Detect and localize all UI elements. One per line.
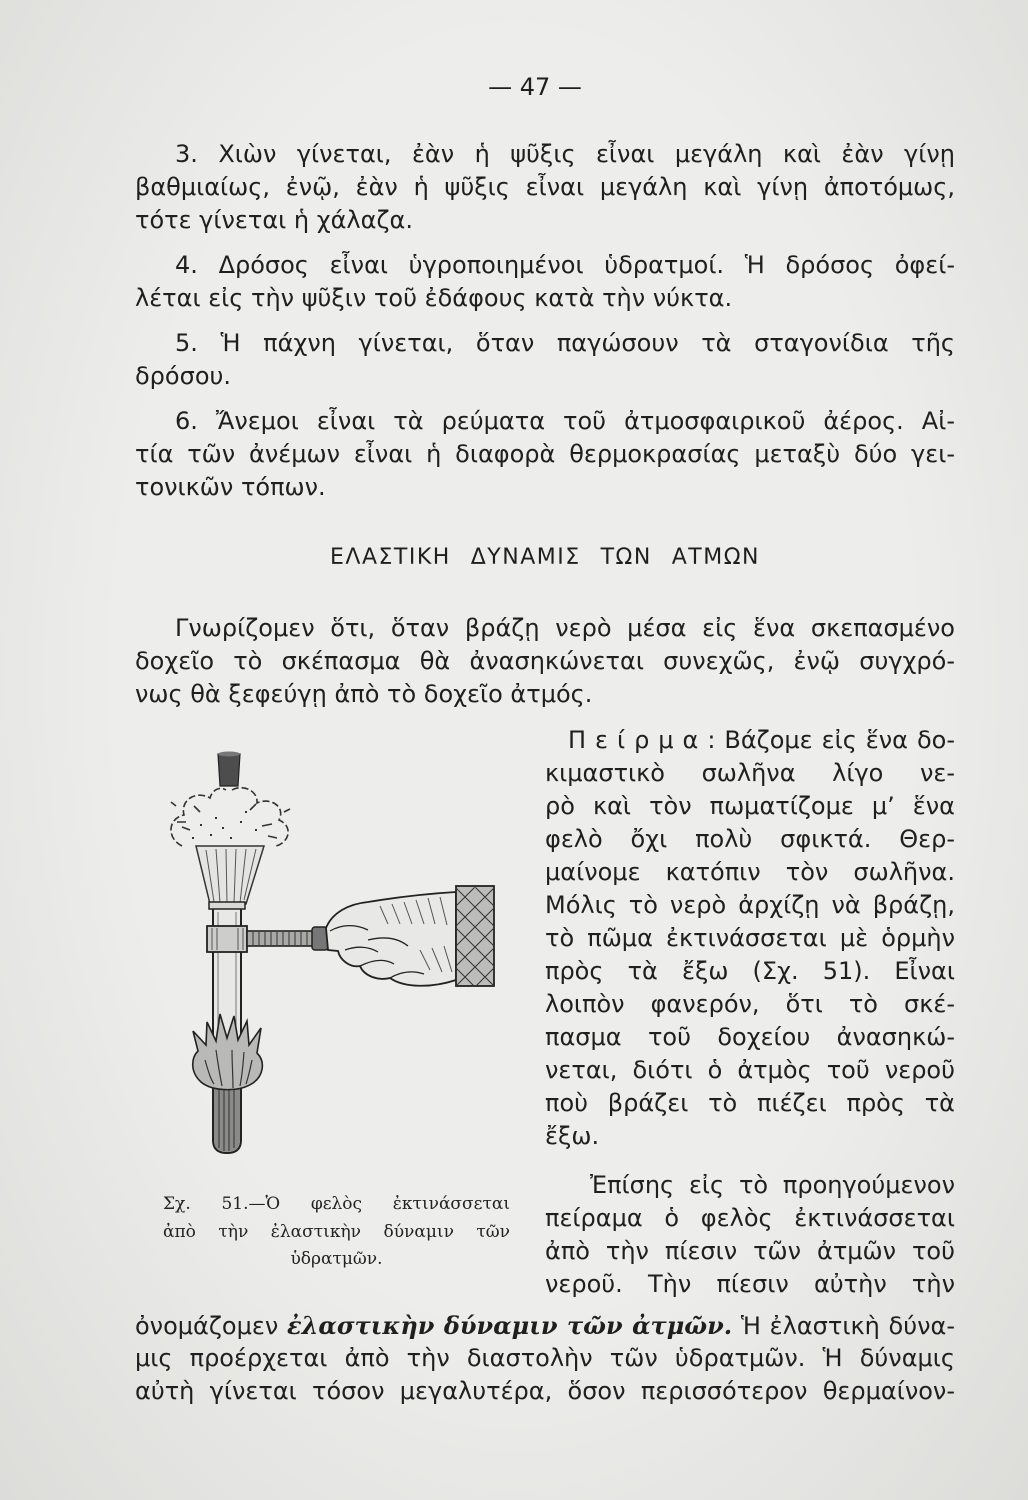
- text-line: τία τῶν ἀνέμων εἶναι ἡ διαφορὰ θερμοκρασίας μεταξὺ δύο γει-: [135, 440, 955, 468]
- text-line: πείραμα ὁ φελὸς ἐκτινάσσεται: [545, 1204, 955, 1232]
- text-line: βαθμιαίως, ἐνῷ, ἐὰν ἡ ψῦξις εἶναι μεγάλη καὶ γίνῃ ἀποτόμως,: [135, 173, 955, 201]
- tube-holder: [207, 926, 328, 952]
- summary-list: [135, 138, 955, 504]
- closing-lead: ὀνομάζομεν: [135, 1312, 279, 1340]
- section-heading-text: ΕΛΑΣΤΙΚΗ ΔΥΝΑΜΙΣ ΤΩΝ ΑΤΜΩΝ: [330, 545, 760, 570]
- paragraph-item-6: [135, 405, 955, 504]
- text-line: ρὸ καὶ τὸν πωματίζομε μ’ ἕνα: [545, 792, 955, 820]
- text-line: ἀπὸ τὴν πίεσιν τῶν ἀτμῶν τοῦ: [545, 1237, 955, 1265]
- text-line: 6. Ἄνεμοι εἶναι τὰ ρεύματα τοῦ ἀτμοσφαιρικοῦ ἀέρος. Αἰ-: [175, 407, 955, 435]
- text-line: κιμαστικὸ σωλῆνα λίγο νε-: [545, 759, 955, 787]
- text-line: μαίνομε κατόπιν τὸν σωλῆνα.: [545, 858, 955, 886]
- caption-line: ὑδρατμῶν.: [290, 1249, 383, 1269]
- text-line: Ἐπίσης εἰς τὸ προηγούμενον: [590, 1171, 955, 1199]
- text-line: [135, 1309, 955, 1342]
- text-line: νως θὰ ξεφεύγῃ ἀπὸ τὸ δοχεῖο ἀτμός.: [135, 680, 593, 708]
- page-number: [435, 71, 635, 104]
- text-line: φελὸ ὄχι πολὺ σφικτά. Θερ-: [545, 825, 955, 853]
- text-line: νεται, διότι ὁ ἀτμὸς τοῦ νεροῦ: [545, 1056, 955, 1084]
- paragraph-item-4: [135, 249, 955, 315]
- cork: [218, 752, 240, 787]
- figure-51-illustration: [150, 740, 510, 1180]
- text-line: δρόσου.: [135, 362, 232, 390]
- steam-cloud: [171, 788, 290, 846]
- caption-line: Σχ. 51.—Ὁ φελὸς ἐκτινάσσεται: [163, 1194, 510, 1214]
- text-line: Γνωρίζομεν ὅτι, ὅταν βράζῃ νερὸ μέσα εἰς ἕνα σκεπασμένο: [175, 614, 955, 642]
- closing-paragraph: [135, 1309, 955, 1408]
- closing-tail: Ἡ ἐλαστικὴ δύνα-: [740, 1312, 956, 1340]
- intro-paragraph: [135, 612, 955, 711]
- steam-column: [196, 846, 264, 904]
- text-line: μις προέρχεται ἀπὸ τὴν διαστολὴν τῶν ὑδρατμῶν. Ἡ δύναμις: [135, 1344, 955, 1372]
- text-line: πασμα τοῦ δοχείου ἀνασηκώ-: [545, 1023, 955, 1051]
- text-line: πρὸς τὰ ἔξω (Σχ. 51). Εἶναι: [545, 957, 955, 985]
- text-line: 5. Ἡ πάχνη γίνεται, ὅταν παγώσουν τὰ σταγονίδια τῆς: [175, 329, 955, 357]
- text-line: Π ε ί ρ μ α : Βάζομε εἰς ἕνα δο-: [568, 726, 955, 754]
- followup-paragraph: [545, 1169, 955, 1301]
- text-line: 3. Χιὼν γίνεται, ἐὰν ἡ ψῦξις εἶναι μεγάλη καὶ ἐὰν γίνῃ: [175, 140, 955, 168]
- text-line: λοιπὸν φανερόν, ὅτι τὸ σκέ-: [545, 990, 955, 1018]
- experiment-paragraph: [545, 724, 955, 1153]
- term-emphasis: ἐλαστικὴν δύναμιν τῶν ἀτμῶν.: [287, 1311, 733, 1340]
- text-line: 4. Δρόσος εἶναι ὑγροποιημένοι ὑδρατμοί. Ἡ δρόσος ὀφεί-: [175, 251, 955, 279]
- text-line: τονικῶν τόπων.: [135, 473, 326, 501]
- paragraph-item-3: [135, 138, 955, 237]
- text-line: Μόλις τὸ νερὸ ἀρχίζῃ νὰ βράζῃ,: [545, 891, 955, 919]
- text-line: τὸ πῶμα ἐκτινάσσεται μὲ ὁρμὴν: [545, 924, 955, 952]
- page-number-text: — 47 —: [488, 73, 582, 101]
- paragraph-item-5: [135, 327, 955, 393]
- text-line: νεροῦ. Τὴν πίεσιν αὐτὴν τὴν: [545, 1270, 955, 1298]
- caption-line: ἀπὸ τὴν ἐλαστικὴν δύναμιν τῶν: [163, 1221, 510, 1242]
- text-line: τότε γίνεται ἡ χάλαζα.: [135, 206, 413, 234]
- text-line: ποὺ βράζει τὸ πιέζει πρὸς τὰ: [545, 1089, 955, 1117]
- section-heading: [330, 541, 760, 574]
- text-line: αὐτὴ γίνεται τόσον μεγαλυτέρα, ὅσον περισσότερον θερμαίνον-: [135, 1377, 955, 1405]
- text-line: ἔξω.: [545, 1122, 600, 1150]
- text-line: λέται εἰς τὴν ψῦξιν τοῦ ἐδάφους κατὰ τὴν νύκτα.: [135, 284, 733, 312]
- text-line: δοχεῖο τὸ σκέπασμα θὰ ἀνασηκώνεται συνεχῶς, ἐνῷ συγχρό-: [135, 647, 955, 675]
- figure-caption: [163, 1191, 510, 1274]
- hand: [326, 886, 494, 986]
